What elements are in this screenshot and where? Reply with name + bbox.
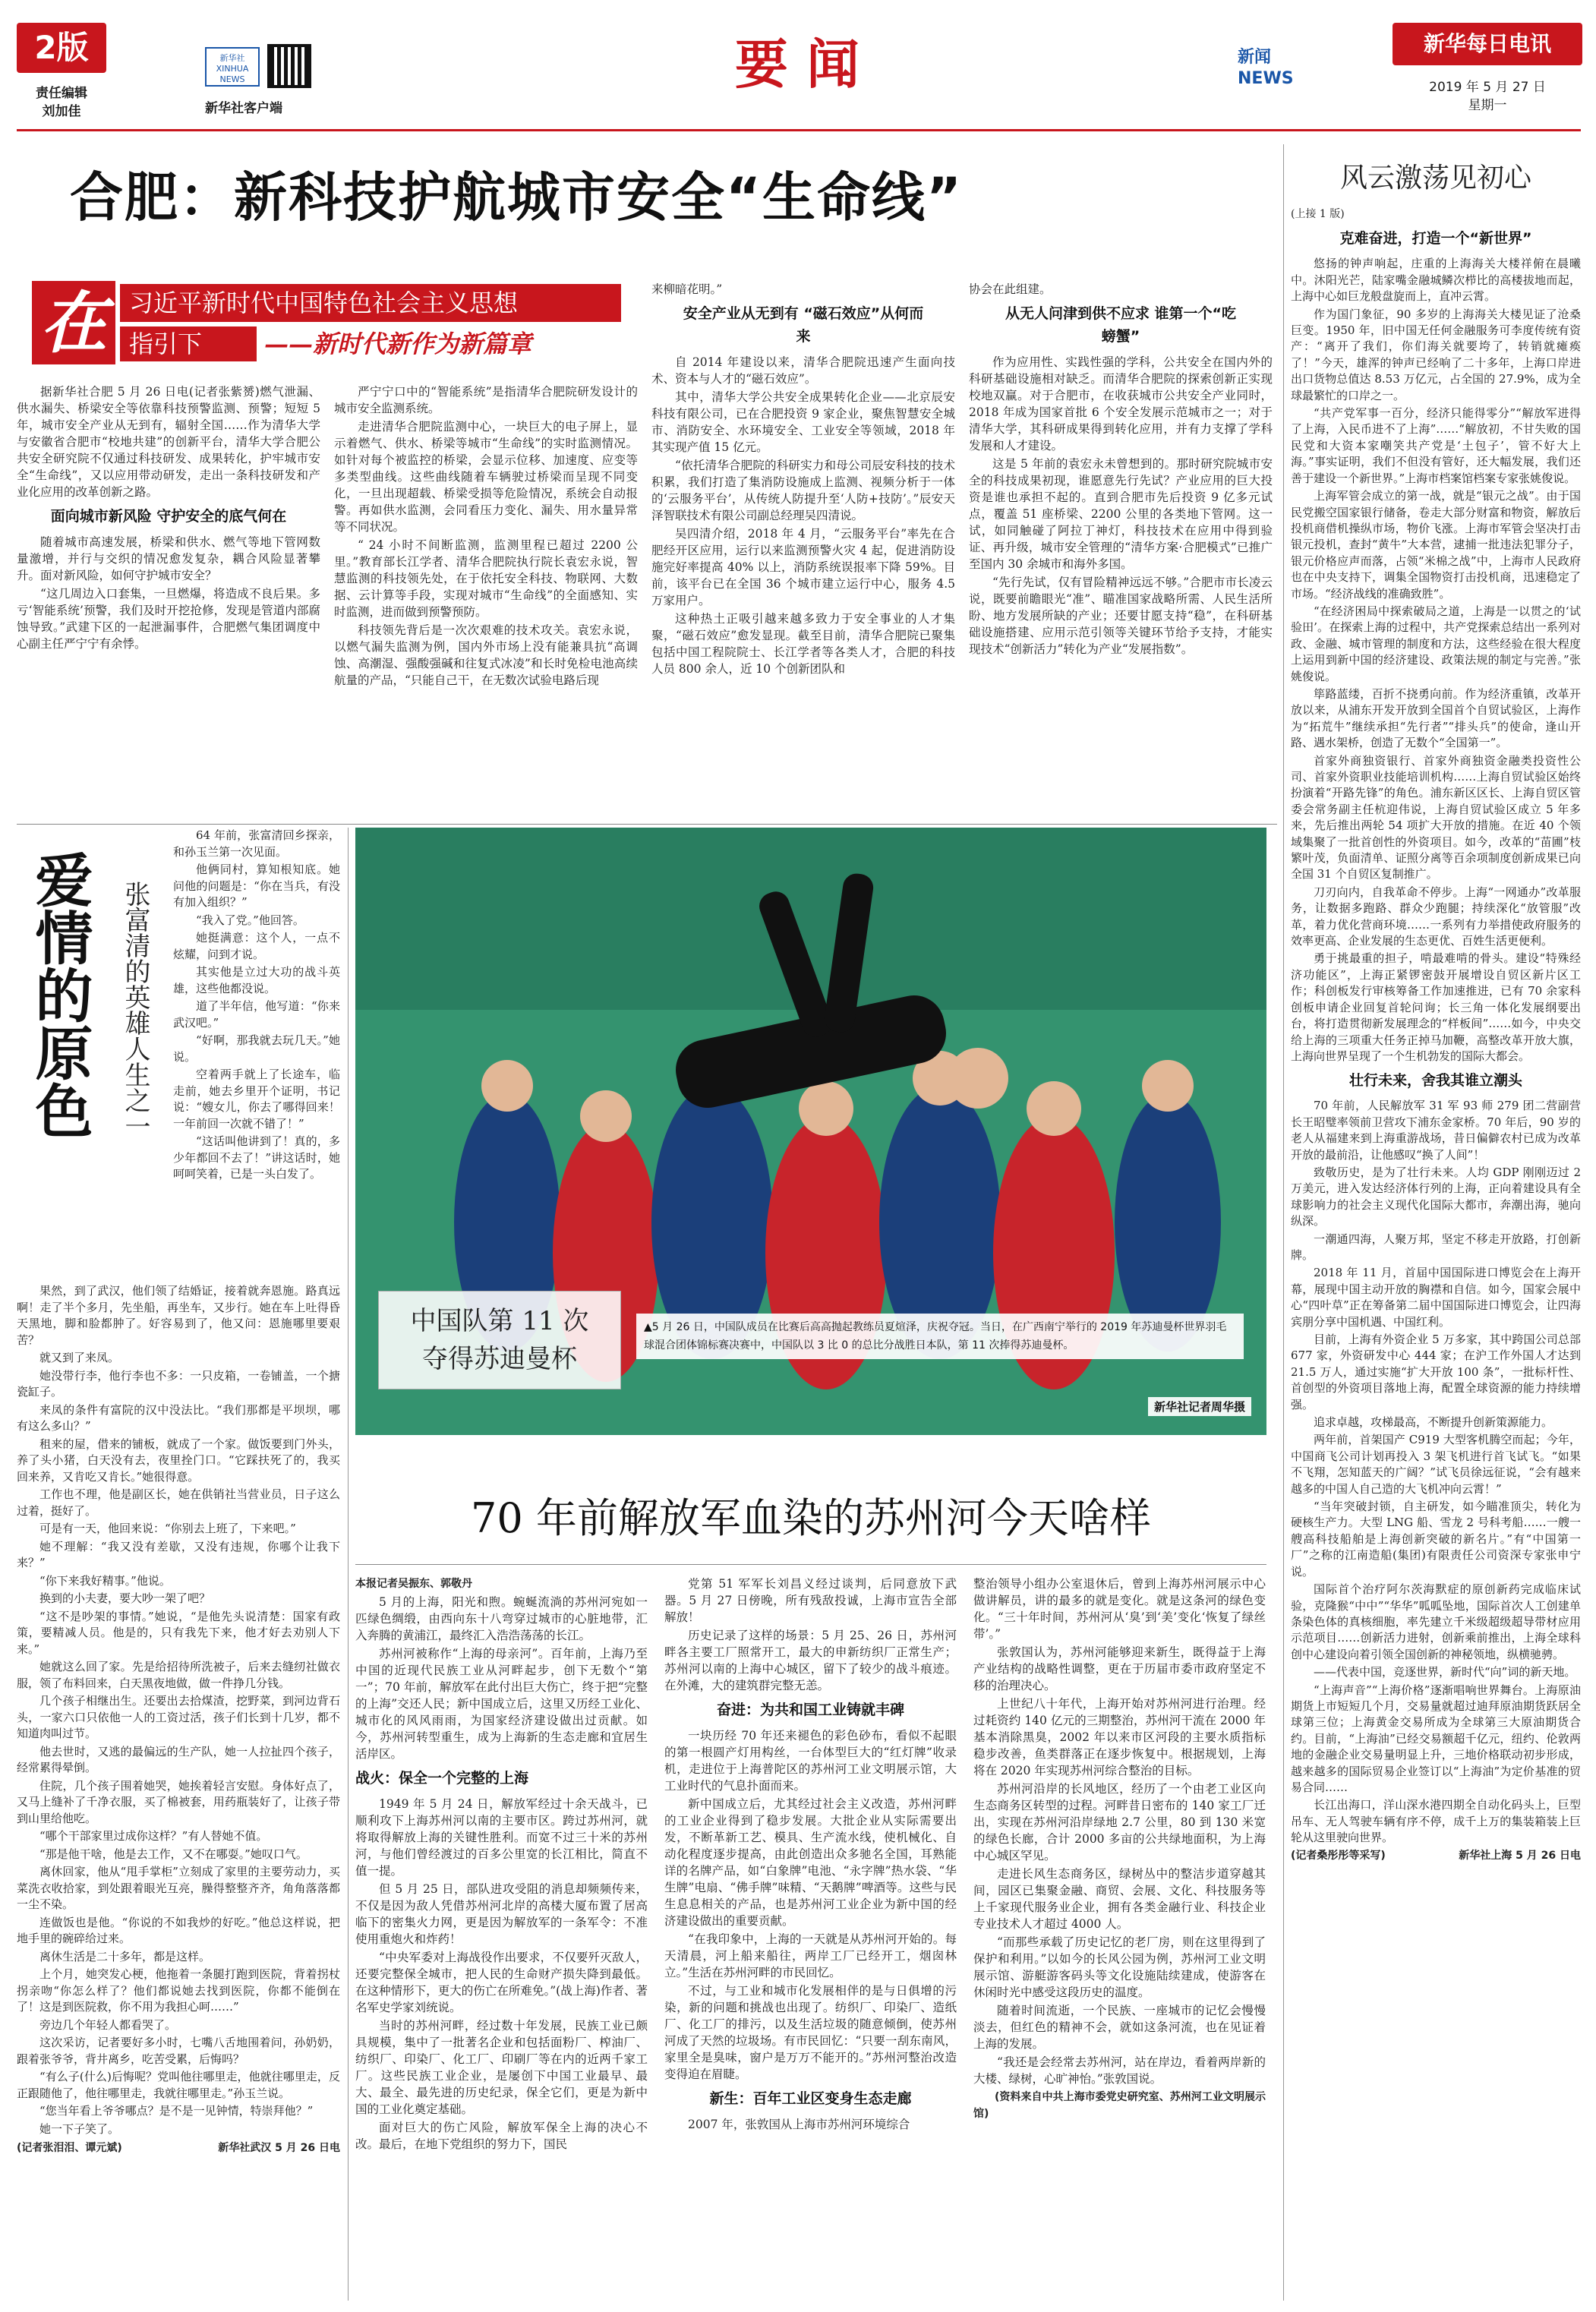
paper-name-badge xyxy=(1393,23,1582,65)
lead-headline: 合肥：新科技护航城市安全“生命线” xyxy=(70,166,964,229)
photo-caption: ▲5 月 26 日，中国队成员在比赛后高高抛起教练员夏煊泽，庆祝夺冠。当日，在广西南宁举行的 2019 年苏迪曼杯世界羽毛球混合团体锦标赛决赛中，中国队以 3 比 0 的总比分战胜日本队，第 11 次捧得苏迪曼杯。 xyxy=(636,1314,1244,1359)
suzhou-source-note: (资料来自中共上海市委党史研究室、苏州河工业文明展示馆) xyxy=(973,2091,1266,2120)
banner-char: 在 xyxy=(32,281,115,364)
suzhou-column-2: 党第 51 军军长刘昌义经过谈判，后同意放下武器。5 月 27 日傍晚，所有残敌投诚，上海市宣告全部解放！ 历史记录了这样的场景：5 月 25、26 日，苏州河畔各主要工厂照常开工，最大的申新纺织厂正常生产；苏州河以南的上海中心城区，留下了较少的战斗痕迹。在外滩，大的建筑群完整无恙。 奋进：为共和国工业铸就丰碑 一块历经 70 年还来褪色的彩色砂布，看似不起眼的第一根圆产灯用构丝，一台体型巨大的“红灯牌”收录机，走进位于上海普陀区的苏州河工业文明展示馆，大工业时代的气息扑面而来。 新中国成立后，尤其经过社会主义改造，苏州河畔的工业企业得到了稳步发展。大批企业从实际需要出发，不断革新工艺、模具、生产流水线，使机械化、自动化程度逐步提高，由此创造出众多驰名全国，耳熟能详的名牌产品，如“白象牌”电池、“永字牌”热水袋、“华生牌”电扇、“佛手牌”味精、“天鹅牌”啤酒等。这些与民生息息相关的产品，也是苏州河工业企业为新中国的经济建设做出的重要贡献。 “在我印象中，上海的一天就是从苏州河开始的。每天清晨，河上船来船往，两岸工厂已经开工，烟囱林立。”生活在苏州河畔的市民回忆。 不过，与工业和城市化发展相伴的是与日俱增的污染，新的问题和挑战也出现了。纺织厂、印染厂、造纸厂、化工厂的排污，以及生活垃圾的随意倾倒，使苏州河成了天然的垃圾场。有市民回忆：“只要一刮东南风，家里全是臭味，窗户是万万不能开的。”苏州河整治改造变得迫在眉睫。 新生：百年工业区变身生态走廊 2007 年，张敦国从上海市苏州河环境综合 xyxy=(664,1577,957,2131)
series-banner xyxy=(32,281,624,364)
suzhou-subhead-2: 奋进：为共和国工业铸就丰碑 xyxy=(716,1702,904,1718)
banner-line-2: 指引下 xyxy=(120,326,257,361)
right-subhead-2: 壮行未来，舍我其谁立潮头 xyxy=(1348,1072,1522,1090)
right-subhead-1: 克难奋进，打造一个“新世界” xyxy=(1339,230,1532,248)
love-subtitle: 张富清的英雄人生之一 xyxy=(120,881,150,1139)
right-head: 风云激荡见初心 xyxy=(1339,162,1531,194)
page-number: 2版 xyxy=(34,29,89,66)
right-column-divider xyxy=(1283,144,1284,2301)
suzhou-column-1: 本报记者吴振东、郭敬丹 5 月的上海，阳光和煦。蜿蜒流淌的苏州河宛如一匹绿色绸缎，由西向东十八弯穿过城市的心脏地带，汇入奔腾的黄浦江，最终汇入浩浩荡荡的长江。 苏州河被称作“上海的母亲河”。百年前，上海乃至中国的近现代民族工业从河畔起步，创下无数个“第一”；70 年前，解放军在此付出巨大伤亡，终于把“完整的上海”交还人民；新中国成立后，这里又历经工业化、城市化的风风雨雨，为国家经济建设做出过贡献。如今，苏州河转型重生，成为上海新的生态走廊和宜居生活岸区。 战火：保全一个完整的上海 1949 年 5 月 24 日，解放军经过十余天战斗，已顺利攻下上海苏州河以南的主要市区。跨过苏州河，就将取得解放上海的关键性胜利。而宽不过三十米的苏州河，与他们曾经渡过的百多公里宽的长江相比，简直不值一提。 但 5 月 25 日，部队进攻受阻的消息却频频传来，不仅是因为敌人凭借苏州河北岸的高楼大厦布置了居高临下的密集火力网，更是因为解放军的一条军令：不准使用重炮火和炸药！ “中央军委对上海战役作出要求，不仅要歼灭敌人，还要完整保全城市，把人民的生命财产损失降到最低。在这种情形下，更大的伤亡在所难免。”(战上海)作者、著名军史学家刘统说。 当时的苏州河畔，经过数十年发展，民族工业已颇具规模，集中了一批著名企业和包括面粉厂、榨油厂、纺织厂、印染厂、化工厂、印刷厂等在内的近两千家工厂。这些民族工业企业，是屡创下中国工业最早、最大、最全、最先进的历史纪录，保全它们，更是为新中国的工业化奠定基础。 面对巨大的伤亡风险，解放军保全上海的决心不改。最后，在地下党组织的努力下，国民 xyxy=(355,1576,648,2304)
banner-slogan: ——新时代新作为新篇章 xyxy=(264,330,532,358)
badminton-photo xyxy=(355,828,1266,1435)
love-divider xyxy=(348,828,349,2301)
issue-weekday: 星期一 xyxy=(1468,98,1507,113)
news-logo: 新闻 NEWS xyxy=(1238,48,1294,88)
suzhou-subhead-1: 战火：保全一个完整的上海 xyxy=(355,1770,529,1787)
section-title: 要 闻 xyxy=(734,33,860,96)
qr-code-icon xyxy=(267,44,311,88)
suzhou-headline-rule xyxy=(355,1564,1266,1565)
love-column-top: 64 年前，张富清回乡探亲，和孙玉兰第一次见面。 他俩同村，算知根知底。她问他的问题是：“你在当兵，有没有加入组织？” “我入了党。”他回答。 她挺满意：这个人，一点不炫耀，问到才说。 其实他是立过大功的战斗英雄，这些他都没说。 道了半年信，他写道：“你来武汉吧。” “好啊，那我就去玩几天。”她说。 空着两手就上了长途车，临走前，她去乡里开个证明，书记说：“嫂女儿，你去了哪得回来！一年前回一次就不错了！” “这话叫他讲到了！真的，多少年都回不去了！”讲这话时，她呵呵笑着，已是一头白发了。 xyxy=(173,828,340,1181)
lead-column-2: 严宁宁口中的“智能系统”是指清华合肥院研发设计的城市安全监测系统。 走进清华合肥院监测中心，一块巨大的电子屏上，显示着燃气、供水、桥梁等城市“生命线”的实时监测情况。如针对每个被监控的桥梁，会显示位移、加速度、应变等多类型曲线。这些曲线随着车辆驶过桥梁而呈现不同变化，一旦出现超载、桥梁受损等危险情况，系统会自动报警。再如供水监测，会同看压力变化、漏失、用水量异常等不同状况。 “ 24 小时不间断监测，监测里程已超过 2200 公里。”教育部长江学者、清华合肥院执行院长袁宏永说，智慧监测的科技领先处，在于依托安全科技、物联网、大数据、云计算等手段，实现对城市“生命线”的全面感知、实时监测，进而做到预警预防。 科技领先背后是一次次艰难的技术攻关。袁宏永说，以燃气漏失监测为例，国内外市场上没有能兼具抗“高调蚀、高潮湿、强酸强碱和往复式冰凌”和长时免检电池高续航量的产品，“只能自己干，在无数次试验电路后现 xyxy=(334,385,638,687)
xinhua-logo: 新华社XINHUA NEWS xyxy=(205,47,260,87)
lead-column-1: 据新华社合肥 5 月 26 日电(记者张紫赟)燃气泄漏、供水漏失、桥梁安全等依靠科技预警监测、预警；短短 5 年，城市安全产业从无到有，辐射全国……作为清华大学与安徽省合肥市“校地共建”的创新平台，清华大学合肥公共安全研究院不仅通过科技研发、成果转化，护牢城市安全“生命线”，又以应用带动研发，走出一条科技研发和产业化应用的改革创新之路。 面向城市新风险 守护安全的底气何在 随着城市高速发展，桥梁和供水、燃气等地下管网数量激增，并行与交织的情况愈发复杂，耦合风险显著攀升。面对新风险，如何守护城市安全？ “这几周边入口套集，一旦燃爆，将造成不良后果。多亏‘智能系统’预警，我们及时开挖抢修，发现是管道内部腐蚀导致。”武建下区的一起泄漏事件，合肥燃气集团调度中心副主任严宁宁有余悸。 xyxy=(17,385,320,651)
suzhou-subhead-3: 新生：百年工业区变身生态走廊 xyxy=(709,2090,912,2107)
love-title: 爱情的原色 xyxy=(26,850,93,1139)
issue-date: 2019 年 5 月 27 日 xyxy=(1429,80,1546,95)
lead-subhead-2: 安全产业从无到有 “磁石效应”从何而来 xyxy=(683,305,924,345)
page-number-badge xyxy=(17,23,106,73)
photo-credit: 新华社记者周华摄 xyxy=(1148,1397,1251,1416)
lead-column-4: 协会在此组建。 从无人问津到供不应求 谁第一个“吃螃蟹” 作为应用性、实践性强的学科，公共安全在国内外的科研基础设施相对缺乏。而清华合肥院的探索创新正实现校地双赢。对于合肥市，在收获城市公共安全产业同时，2018 年成为国家首批 6 个安全发展示范城市之一；对于清华大学，其科研成果得到转化应用，并有力支撑了学科发展和人才建设。 这是 5 年前的袁宏永未曾想到的。那时研究院城市安全的科技成果初现，谁愿意先行先试？产业应用的巨大投资是谁也承担不起的。直到合肥市先后投资 9 亿多元试点，覆盖 51 座桥梁、2200 公里的各类地下管网。这一试，如同触碰了阿拉丁神灯，科技技术在应用中得到验证、再升级，城市安全管理的“清华方案·合肥模式”已推广至国内 30 余城市和海外多国。 “先行先试，仅有冒险精神远远不够。”合肥市市长凌云说，既要前瞻眼光“准”、瞄准国家战略所需、人民生活所盼、地方发展所缺的产业；还要甘愿支持“稳”，在科研基础设施搭建、应用示范引领等关键环节给予支持，才能实现技术“创新活力”转化为产业“发展指数”。 xyxy=(969,282,1273,656)
right-column: (上接 1 版) 克难奋进，打造一个“新世界” 悠扬的钟声响起，庄重的上海海关大楼祥俯在晨曦中。沐阳光芒，陆家嘴金融城鳞次栉比的高楼拔地而起，上海中心如巨龙般盘旋而上，直冲云霄。 作为国门象征，90 多岁的上海海关大楼见证了沧桑巨变。1950 年，旧中国无任何金融服务可李度传统有资产：“离开了我们，你们海关就要垮了，转销就瘫痪了！”今天，雄浑的钟声已经响了二十多年，上海口岸进出口货物总值达 8.53 万亿元，占全国的 27.9%，成为全球最繁忙的口岸之一。 “共产党军事一百分，经济只能得零分”“解放军进得了上海，入民币进不了上海”……“解放初，不甘失败的国民党和大资本家嘲笑共产党是‘土包子’，管不好大上海。”事实证明，我们不但没有管好，还大幅发展，我们还善于建设一个新世界。”上海市档案馆档案专家张姚俊说。 上海军管会成立的第一战，就是“银元之战”。由于国民党搬空国家银行储备，卷走大部分财富和物资，解放后投机商借机操纵市场，物价飞涨。上海市军管会坚决打击银元投机，查封“黄牛”大本营，逮捕一批违法犯罪分子，银元价格应声而落，占领“米棉之战”中，上海市人民政府也在中央支持下，调集全国物资打击投机商，迅速稳定了市场。“经济战线的准确致胜”。 “在经济困局中探索破局之道，上海是一以贯之的‘试验田’。在探索上海的过程中，共产党探索总结出一系列对政、金融、城市管理的制度和方法，这些经验在很大程度上运用到新中国的经济建设、政策法规的制定与完善。”张姚俊说。 筚路蓝缕，百折不挠勇向前。作为经济重镇，改革开放以来，从浦东开发开放到全国首个自贸试验区，上海作为“拓荒牛”继续承担“先行者”“排头兵”的使命，逢山开路、遇水架桥，创造了无数个“全国第一”。 首家外商独资银行、首家外商独资金融类投资性公司、首家外资职业技能培训机构……上海自贸试验区始终扮演着“开路先锋”的角色。浦东新区区长、上海自贸区管委会常务副主任杭迎伟说，上海自贸试验区成立 5 年多来，先后推出两轮 54 项扩大开放的措施。在近 40 个领域集聚了一批首创性的外资项目。如今，改革的“苗圃”枝繁叶茂，负面清单、证照分离等百余项制度创新成果已向全国 31 个自贸区复制推广。 刀刃向内，自我革命不停步。上海“一网通办”改革服务，让数据多跑路、群众少跑腿；持续深化“放管服”改革，着力优化营商环境……一系列有力举措使政府服务的效率更高、企业发展的生态更优、百姓生活更便利。 勇于挑最重的担子，啃最难啃的骨头。建设“特殊经济功能区”，上海正紧锣密鼓开展增设自贸区新片区工作；科创板发行审核筹备工作加速推进，已有 70 余家科创板申请企业回复首轮问询；长三角一体化发展纲要出台，将打造贯彻新发展理念的“样板间”……如今，中央交给上海的三项重大任务正掉马加鞭，高整改革开放大旗，上海向世界呈现了一个生机勃发的国际大都会。 壮行未来，舍我其谁立潮头 70 年前，人民解放军 31 军 93 师 279 团二营副营长王昭璧率领前卫营攻下浦东金家桥。70 年后，90 岁的老人从福建来到上海重游战场，昔日偏僻农村已成为改革开放的最前沿，让他感叹“换了人间”！ 致敬历史，是为了壮行未来。人均 GDP 刚刚迈过 2 万美元，进入发达经济体行列的上海，正向着建设具有全球影响力的社会主义现代化国际大都市，奔潮出海，驰向纵深。 一潮通四海，人聚万邦，坚定不移走开放路，打创新牌。 2018 年 11 月，首届中国国际进口博览会在上海开幕，展现中国主动开放的胸襟和自信。如今，国家会展中心“四叶草”正在筹备第二届中国国际进口博览会，让四海宾朋分享中国机遇、中国红利。 目前，上海有外资企业 5 万多家，其中跨国公司总部 677 家，外资研发中心 444 家；在沪工作外国人才达到 21.5 万人，通过实施“扩大开放 100 条”，一批标杆性、首创型的外资项目落地上海，配置全球资源的能力持续增强。 追求卓越，攻梯最高，不断提升创新策源能力。 两年前，首架国产 C919 大型客机腾空而起；今年，中国商飞公司计划再投入 3 架飞机进行首飞试飞。“如果不飞翔，怎知蓝天的广阔？”试飞员徐远征说，“会有越来越多的中国人自己造的大飞机冲向云霄！” “当年突破封锁，自主研发，如今瞄准顶尖，转化为硬核生产力。大型 LNG 船、雪龙 2 号科考船……一艘一艘高科技船舶是上海创新突破的新名片。”有“中国第一厂”之称的江南造船(集团)有限责任公司资深专家张申宁说。 国际首个治疗阿尔茨海默症的原创新药完成临床试验，克隆猴“中中”“华华”呱呱坠地，国际首次人工创建单条染色体的真核细胞，率先建立千米级超级超导带材应用示范项目……创新活力进射，创新乘前推出，上海全球科创中心建设向着引领全国创新的神秘领地，纵横驰骋。 ——代表中国，竞逐世界，新时代“向”词的新天地。 “上海声音”“上海价格”逐渐唱响世界舞台。上海原油期货上市短短几个月，交易量就超过迪拜原油期货跃居全球第三位；上海黄金交易所成为全球第三大原油期货合约。目前，“上海油”已经交易额超千亿元，纽约、伦敦两地的金融企业交易量明显上升，三地价格联动初步形成，越来越多的国际贸易企业签订以“上海油”为定价基准的贸易合同…… 长江出海口，洋山深水港四期全自动化码头上，巨型吊车、无人驾驶车辆有序不停，成千上万的集装箱装上巨轮从这里驶向世界。 (记者桑彤彤等采写) 新华社上海 5 月 26 日电 xyxy=(1291,207,1581,2302)
suzhou-headline: 70 年前解放军血染的苏州河今天啥样 xyxy=(471,1494,1151,1542)
client-label: 新华社客户端 xyxy=(205,101,282,116)
masthead-rule xyxy=(17,129,1581,131)
photo-title-line-2: 夺得苏迪曼杯 xyxy=(422,1344,577,1374)
paper-name: 新华每日电讯 xyxy=(1423,31,1551,56)
right-byline: (记者桑彤彤等采写) 新华社上海 5 月 26 日电 xyxy=(1291,1849,1581,1862)
editor-label: 责任编辑 xyxy=(36,86,87,101)
editor-name: 刘加佳 xyxy=(42,104,81,119)
lead-column-3: 来柳暗花明。” 安全产业从无到有 “磁石效应”从何而来 自 2014 年建设以来，清华合肥院迅速产生面向技术、资本与人才的“磁石效应”。 其中，清华大学公共安全成果转化企业——北京辰安科技有限公司，已在合肥投资 9 家企业，聚焦智慧安全城市、消防安全、水环境安全、工业安全等领域，2018 年其实现产值 15 亿元。 “依托清华合肥院的科研实力和母公司辰安科技的技术积累，我们打造了集消防设施成上监测、视频分析于一体的‘云服务平台’，从传统人防提升至‘人防+技防’。”辰安天泽智联技术有限公司副总经理吴四清说。 吴四清介绍，2018 年 4 月，“云服务平台”率先在合肥经开区应用，运行以来监测预警火灾 4 起，促进消防设施完好率提高 40% 以上，消防系统误报率下降 59%。目前，该平台已在全国 36 个城市建立运行中心，服务 4.5 万家用户。 这种热土正吸引越来越多致力于安全事业的人才集聚，“磁石效应”愈发显现。截至目前，清华合肥院已聚集包括中国工程院院士、长江学者等各类人才，合肥的科技人员 800 余人，近 10 个创新团队和 xyxy=(651,282,955,676)
lead-subhead-1: 面向城市新风险 守护安全的底气何在 xyxy=(50,508,287,525)
photo-title-line-1: 中国队第 11 次 xyxy=(410,1306,589,1336)
love-column-bottom: 果然，到了武汉，他们领了结婚证，接着就奔恩施。路真远啊！走了半个多月，先坐船，再坐车，又步行。她在车上吐得昏天黑地，脚和脸都肿了。好容易到了，他又问：恩施哪里要艰苦？ 就又到了来凤。 她没带行李，他行李也不多：一只皮箱，一卷铺盖，一个搪瓷缸子。 来凤的条件有富院的汉中没法比。“我们那都是平坝坝，哪有这么多山？” 租来的屋，借来的铺板，就成了一个家。做饭要到门外头，养了头小猪，白天没有去，夜里拴门口。“它踩扶死了的，我买回来养，又肯吃又肯长。”她很得意。 工作也不理，他是副区长，她在供销社当营业员，日子这么过着，挺好了。 可是有一天，他回来说：“你别去上班了，下来吧。” 她不理解：“我又没有差歇，又没有违规，你哪个让我下来？” “你下来我好精事。”他说。 换到的小夫妻，要大吵一架了吧？ “这不是吵架的事情。”她说，“是他先头说清楚：国家有政策，要精减人员。他是的，只有我先下来，他才好去劝别人下来。” 她就这么回了家。先是给招待所洗被子，后来去缝纫社做衣服，领了布料回来，白天黑夜地做，做一件挣几分钱。 几个孩子相继出生。还要出去拾煤渣，挖野菜，到河边背石头，一家六口只依他一人的工资过活，孩子们长到十几岁，都不知道肉叫过节。 他去世时，又逃的最偏远的生产队，她一人拉扯四个孩子，经常累得晕倒。 住院，几个孩子围着她哭，她挨着轻言安慰。身体好点了，又马上缝补了千净衣服，买了棉被套，用药瓶装好了，让孩子带到山里给他吃。 “哪个干部家里过成你这样？”有人替她不值。 “那是他干啥，他是去工作，又不在哪耍。”她叹口气。 离休回家，他从“甩手掌柜”立刻成了家里的主要劳动力，买菜洗衣收拾家，到处跟着眼光互亮，臊得整整齐齐，角角落落都一尘不染。 连做饭也是他。“你说的不如我炒的好吃。”他总这样说，把地手里的碗碎给过来。 离休生活是二十多年，都是这样。 上个月，她突发心梗，他拖着一条腿打跑到医院，背着拐杖拐亲吻“你怎么样了？他们都说她去找到医院，你都不能倒在了！这是到医院救，你不用为我担心呵……” 旁边几个年轻人都看哭了。 这次采访，记者要好多小时，七嘴八舌地围着问，孙奶奶，跟着张爷爷，背井离乡，吃苦受累，后悔吗？ “有么子(什么)后悔呢？党叫他往哪里走，他就往哪里走，反正跟随他了，他往哪里走，我就往哪里走。”孙玉兰说。 “您当年看上爷爷哪点？是不是一见钟情，特崇拜他？” 她一下子笑了。 (记者张泪泪、谭元斌) 新华社武汉 5 月 26 日电 xyxy=(17,1283,340,2301)
suzhou-byline: 本报记者吴振东、郭敬丹 xyxy=(355,1578,472,1590)
love-byline: (记者张泪泪、谭元斌) 新华社武汉 5 月 26 日电 xyxy=(17,2142,340,2154)
lead-subhead-3: 从无人问津到供不应求 谁第一个“吃螃蟹” xyxy=(1005,305,1237,345)
photo-title-box xyxy=(378,1291,621,1389)
banner-line-1: 习近平新时代中国特色社会主义思想 xyxy=(120,284,621,322)
lead-bottom-rule xyxy=(17,824,1277,825)
suzhou-column-3: 整治领导小组办公室退休后，曾到上海苏州河展示中心做讲解员，讲的最多的就是变化。就是这条河的绿色变化。“三十年时间，苏州河从‘臭’到‘美’变化‘恢复了绿丝带’。” 张敦国认为，苏州河能够迎来新生，既得益于上海产业结构的战略性调整，更在于历届市委市政府坚定不移的治理决心。 上世纪八十年代，上海开始对苏州河进行治理。经过耗资约 140 亿元的三期整治，苏州河干流在 2000 年基本消除黑臭，2002 年以来市区河段的主要水质指标稳步改善，鱼类群落正在逐步恢复中。根据规划，上海将在 2020 年实现苏州河综合整治的目标。 苏州河沿岸的长风地区，经历了一个由老工业区向生态商务区转型的过程。河畔昔日密布的 140 家工厂迁出，实现在苏州河沿岸绿地 2.7 公里，80 到 130 米宽的绿色长廊，合计 2000 多亩的公共绿地面积，为上海中心城区罕见。 走进长风生态商务区，绿树丛中的整洁步道穿越其间，园区已集聚金融、商贸、会展、文化、科技服务等上千家现代服务业企业，拥有各类金融行业、科技企业专业技术人才超过 4000 人。 “而那些承载了历史记忆的老厂房，则在这里得到了保护和利用。”以如今的长风公园为例，苏州河工业文明展示馆、游艇游客码头等文化设施陆续建成，使游客在休闲时光中感受这段历史的温度。 随着时间流逝，一个民族、一座城市的记忆会慢慢淡去，但红色的精神不会，就如这条河流，也在见证着上海的发展。 “我还是会经常去苏州河，站在岸边，看着两岸新的大楼、绿树，心旷神怡。”张敦国说。 (资料来自中共上海市委党史研究室、苏州河工业文明展示馆) xyxy=(973,1576,1266,2304)
